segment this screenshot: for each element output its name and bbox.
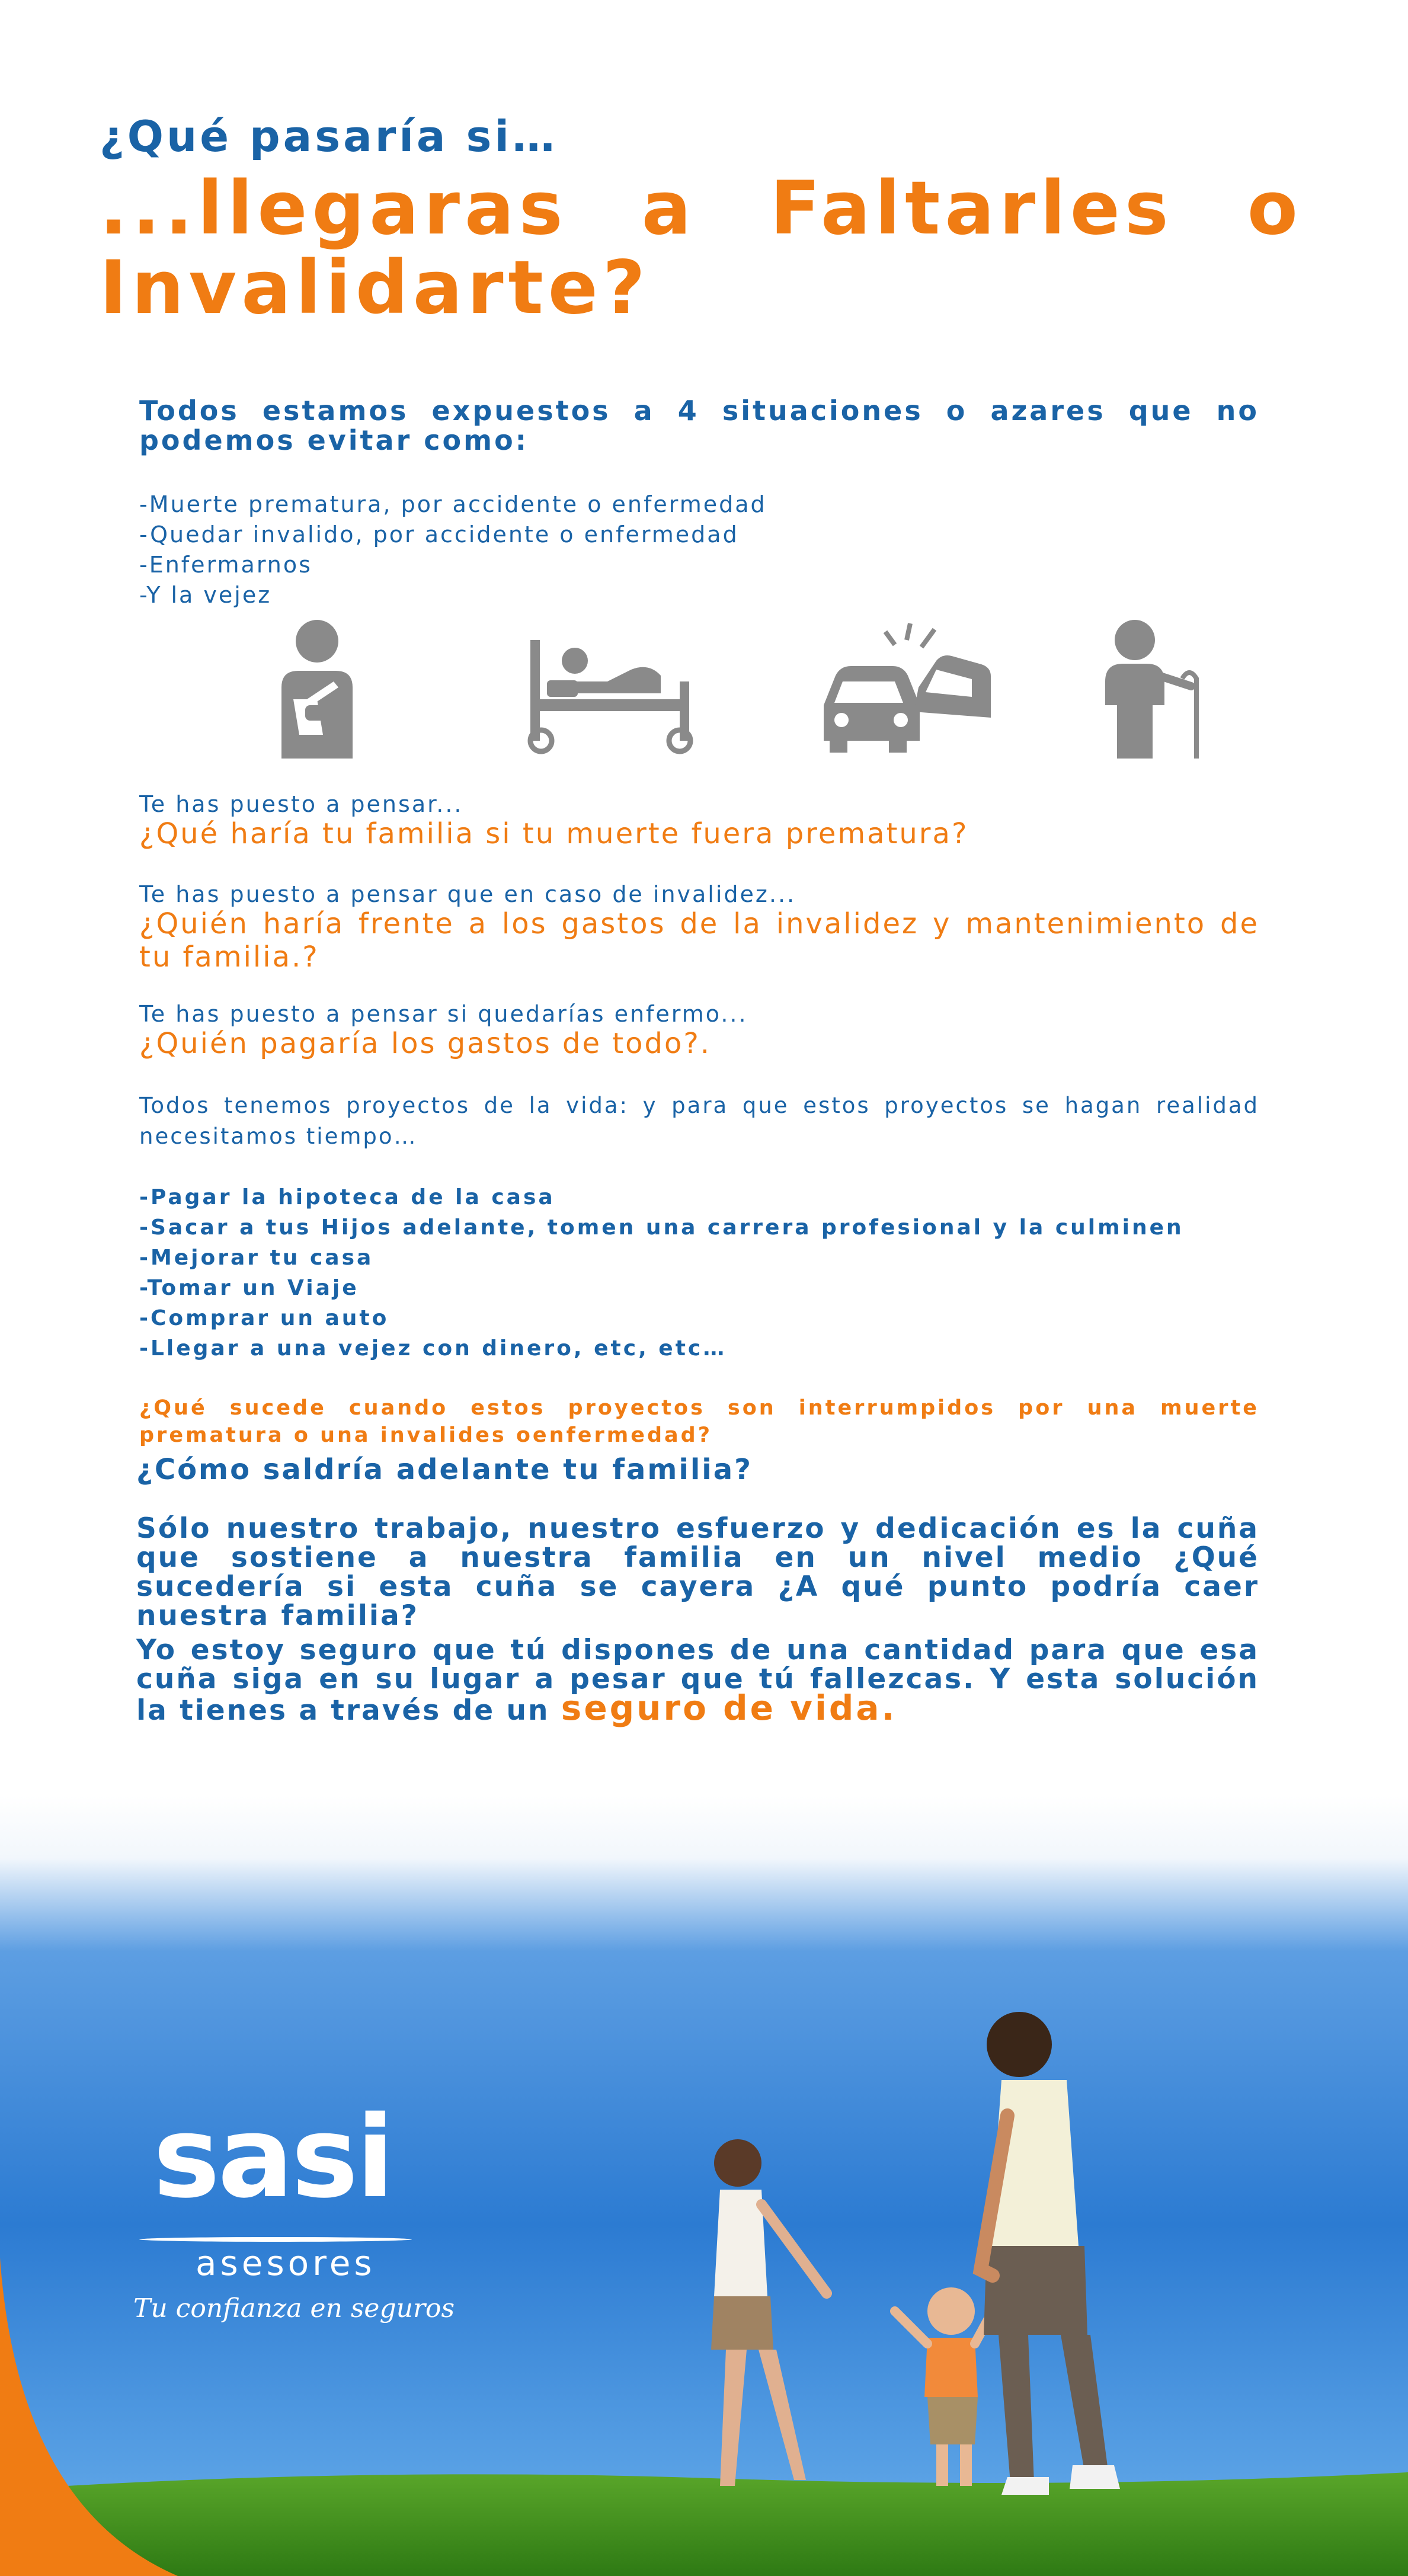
hospital-bed-icon: [524, 616, 696, 759]
how-question: ¿Cómo saldría adelante tu familia?: [136, 1453, 753, 1486]
project-item: -Sacar a tus Hijos adelante, tomen una carrera profesional y la culminen: [139, 1215, 1184, 1240]
question-prompt: Te has puesto a pensar...: [139, 791, 463, 817]
question-prompt: Te has puesto a pensar que en caso de invalidez...: [139, 881, 796, 907]
intro-text: Todos estamos expuestos a 4 situaciones o azares que no podemos evitar como:: [139, 395, 1259, 456]
project-item: -Mejorar tu casa: [139, 1246, 374, 1270]
logo-wordmark: sasi: [153, 2092, 392, 2223]
situation-item: -Y la vejez: [139, 582, 272, 608]
project-item: -Tomar un Viaje: [139, 1276, 359, 1300]
sasi-logo: [133, 2092, 465, 2341]
project-item: -Pagar la hipoteca de la casa: [139, 1185, 555, 1209]
project-item: -Comprar un auto: [139, 1306, 389, 1330]
situations-list: [139, 489, 767, 610]
paragraph-solution: [136, 1634, 1259, 1728]
heading-title: ...llegaras a Faltarles o Invalidarte?: [100, 166, 1303, 331]
projects-list: [139, 1182, 1184, 1364]
interrupted-question: ¿Qué sucede cuando estos proyectos son interrumpidos por una muerte prematura o una invalides oenfermedad?: [139, 1396, 1259, 1447]
projects-intro: Todos tenemos proyectos de la vida: y para que estos proyectos se hagan realidad necesitamos tiempo…: [139, 1093, 1259, 1149]
question-prompt: Te has puesto a pensar si quedarías enfermo...: [139, 1001, 748, 1027]
injured-arm-icon: [270, 616, 376, 759]
question-text: ¿Quién haría frente a los gastos de la invalidez y mantenimiento de tu familia.?: [139, 907, 1259, 974]
heading-question: ¿Qué pasaría si…: [100, 111, 558, 161]
logo-underline: [139, 2237, 412, 2242]
situations-icons: [270, 616, 1206, 759]
elderly-person-icon: [1093, 616, 1206, 759]
paragraph-wedge: Sólo nuestro trabajo, nuestro esfuerzo y dedicación es la cuña que sostiene a nuestra familia en un nivel medio ¿Qué sucedería si esta cuña se cayera ¿A qué punto podría caer nuestra familia?: [136, 1512, 1259, 1632]
logo-tagline: Tu confianza en seguros: [133, 2293, 455, 2324]
question-block: [139, 791, 1259, 850]
logo-subtitle: asesores: [196, 2243, 376, 2283]
paragraph-solution-text: Yo estoy seguro que tú dispones de una cantidad para que esa cuña siga en su lugar a pesar que tú fallezcas. Y esta solución la tienes a través de un: [136, 1634, 1259, 1727]
car-crash-icon: [818, 616, 996, 759]
project-item: -Llegar a una vejez con dinero, etc, etc…: [139, 1336, 727, 1361]
question-text: ¿Quién pagaría los gastos de todo?.: [139, 1027, 712, 1060]
situation-item: -Muerte prematura, por accidente o enfermedad: [139, 491, 767, 517]
question-block: [139, 881, 1259, 974]
question-block: [139, 1001, 1259, 1060]
question-text: ¿Qué haría tu familia si tu muerte fuera prematura?: [139, 817, 969, 850]
situation-item: -Enfermarnos: [139, 552, 312, 578]
life-insurance-highlight: seguro de vida.: [561, 1688, 897, 1728]
situation-item: -Quedar invalido, por accidente o enfermedad: [139, 521, 739, 548]
